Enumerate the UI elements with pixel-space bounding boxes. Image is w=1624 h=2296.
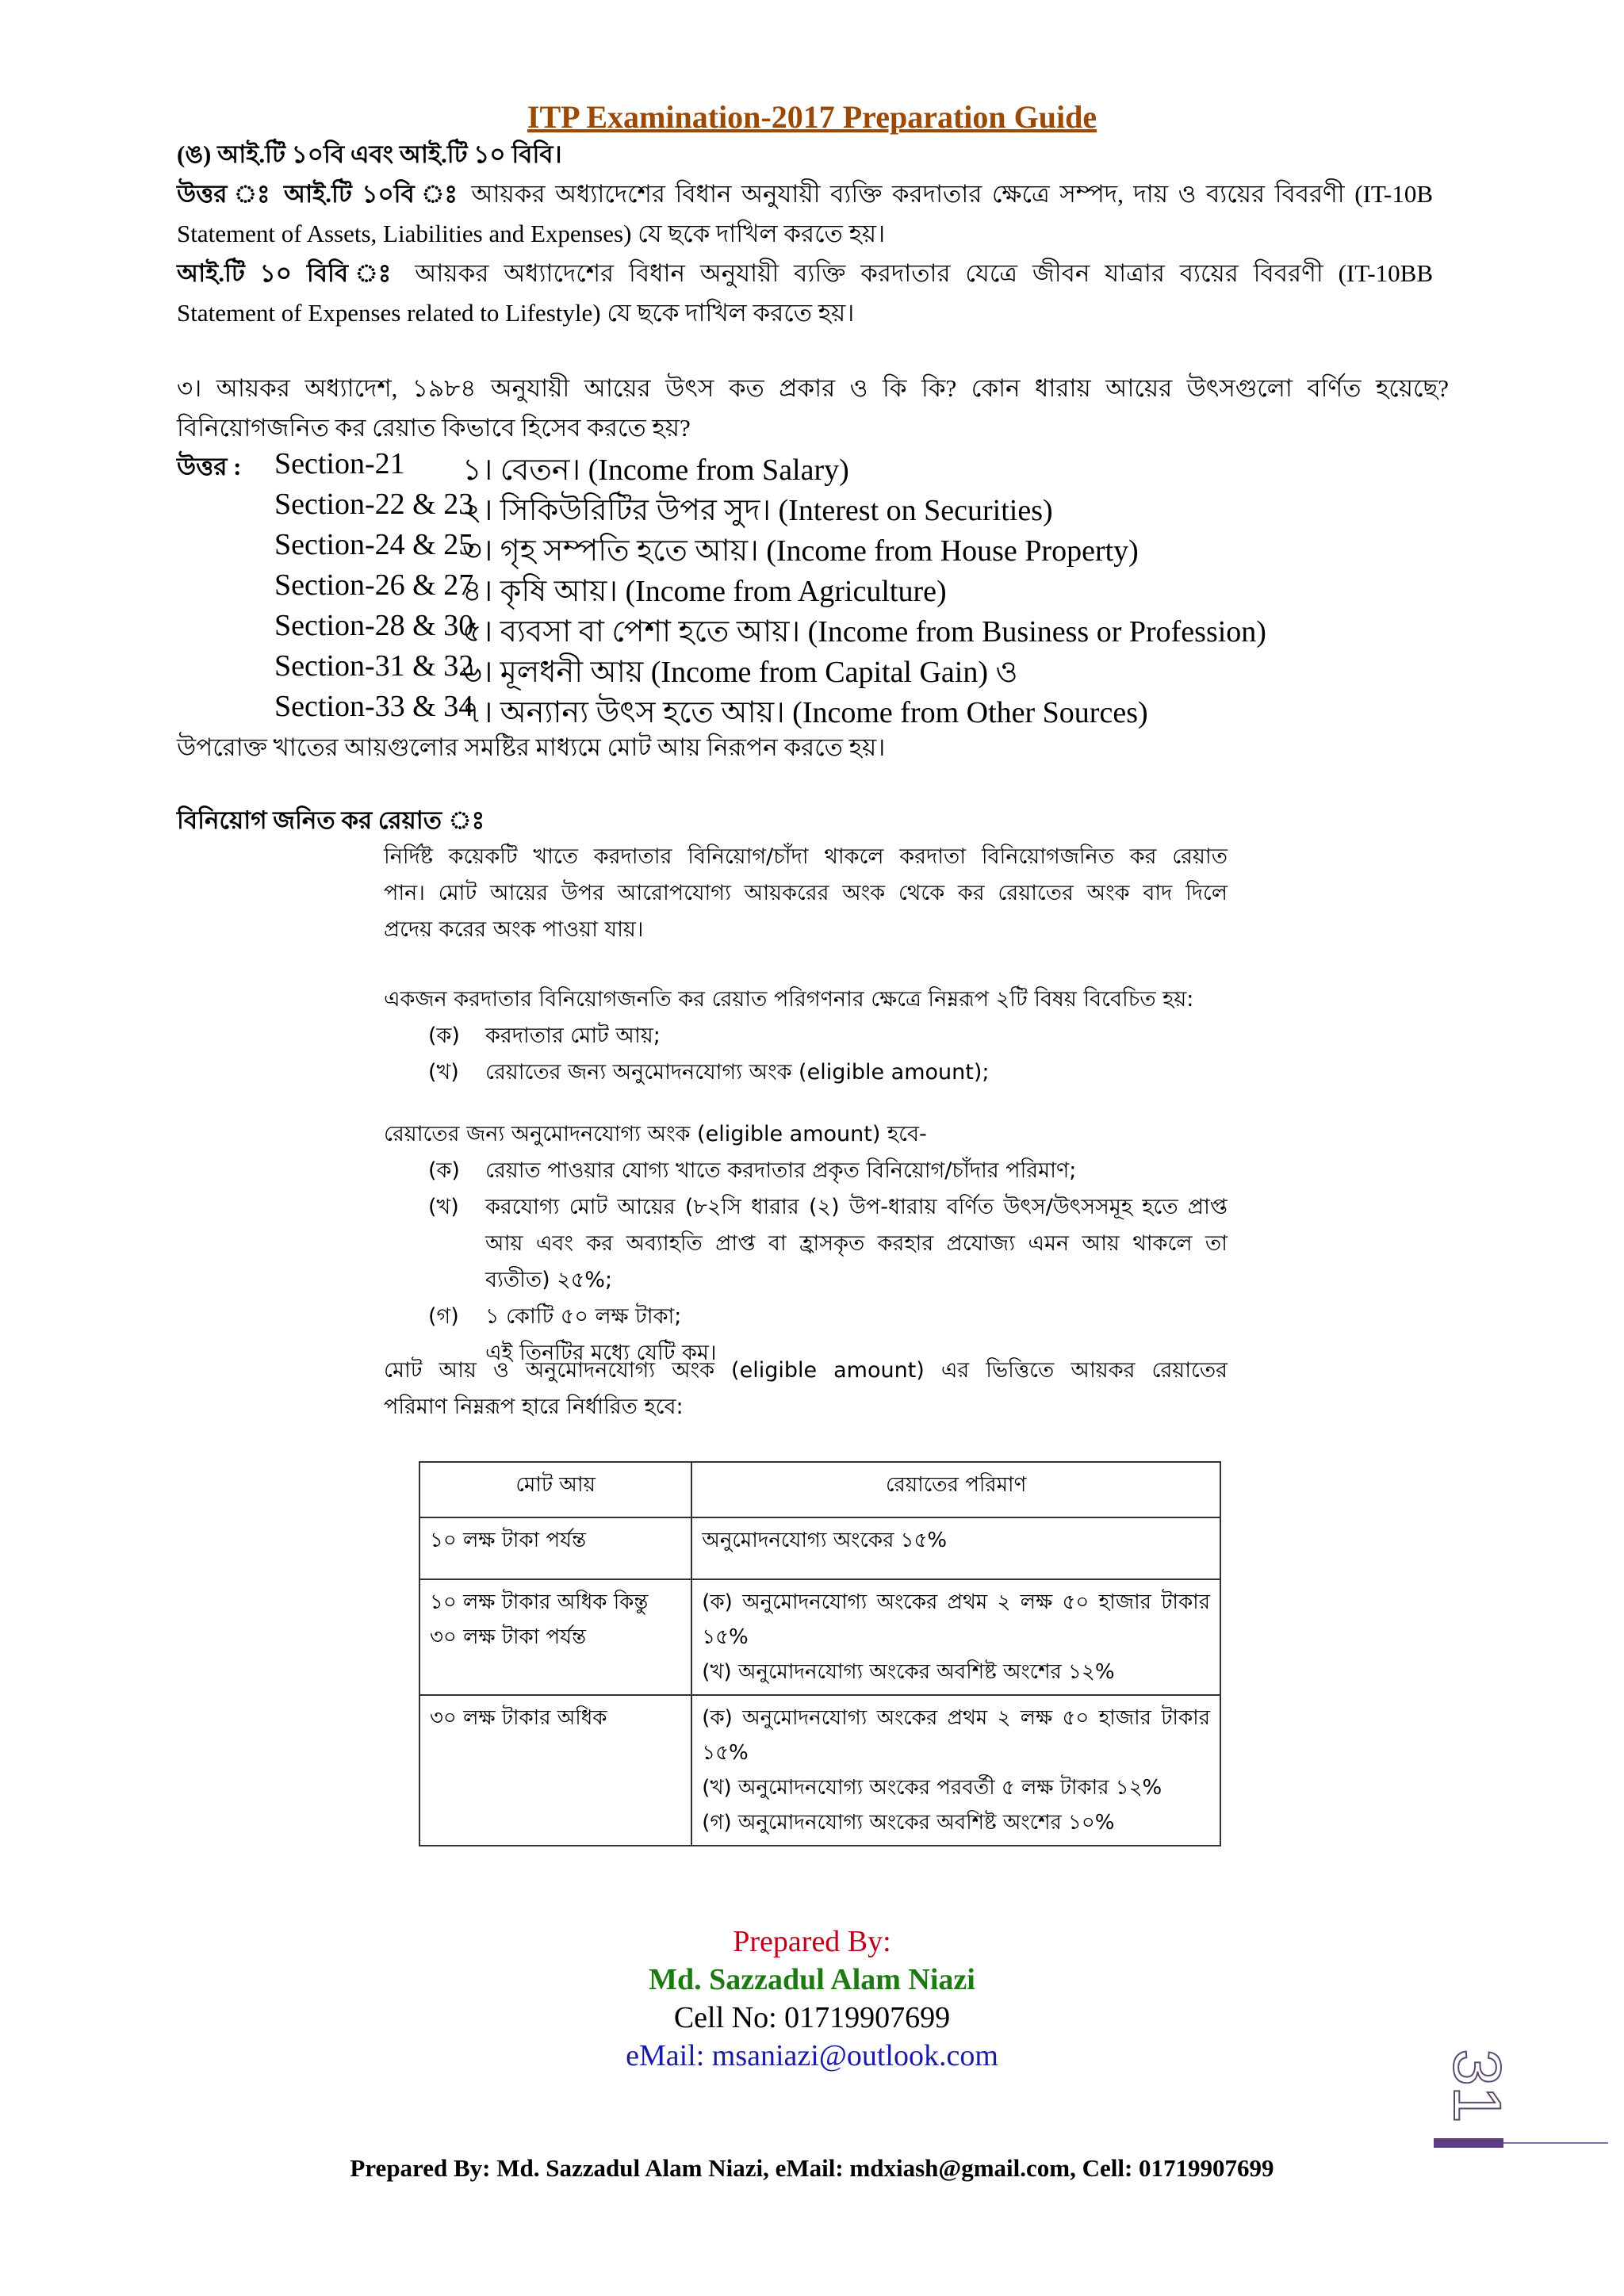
section-number: Section-26 & 27 (274, 568, 474, 602)
answer-it10bb-line1 (177, 254, 1433, 293)
item-marker: (ক) (428, 1024, 460, 1048)
prepared-by-label: Prepared By: (733, 1925, 891, 1958)
page-accent-bar (1434, 2138, 1503, 2148)
relief-rate-table (419, 1461, 1221, 1846)
list-item (177, 446, 1449, 488)
list-item (177, 527, 1449, 568)
rate-line: (গ) অনুমোদনযোগ্য অংকের অবশিষ্ট অংশের ১০% (702, 1811, 1115, 1835)
section-desc: ৩। গৃহ সম্পতি হতে আয়। (Income from House Property) (462, 534, 1139, 568)
list-item (177, 487, 1449, 528)
answer-it10bb-label: আই.টি ১০ বিবি ঃ (177, 259, 400, 287)
page-accent-line (1503, 2142, 1608, 2144)
item-text: রেয়াত পাওয়ার যোগ্য খাতে করদাতার প্রকৃত বিনিয়োগ/চাঁদার পরিমাণ; (485, 1158, 1077, 1183)
list-item (177, 689, 1449, 730)
relief-p1-line3: প্রদেয় করের অংক পাওয়া যায়। (384, 917, 644, 942)
relief-paragraph-1 (384, 839, 1228, 948)
table-row (419, 1695, 1220, 1846)
relief-p4-line1: মোট আয় ও অনুমোদনযোগ্য অংক (eligible amount) এর ভিত্তিতে আয়কর রেয়াতের (384, 1358, 1228, 1383)
section-desc: ৭। অন্যান্য উৎস হতে আয়। (Income from Other Sources) (462, 696, 1148, 729)
item-text: রেয়াতের জন্য অনুমোদনযোগ্য অংক (eligible amount); (485, 1060, 990, 1085)
answer-label: উত্তর : (177, 453, 242, 480)
answer-it10b-label: উত্তর ঃ আই.টি ১০বি ঃ (177, 180, 462, 208)
table-cell: ৩০ লক্ষ টাকার অধিক (419, 1695, 691, 1846)
page-number: 31 (1440, 2049, 1515, 2123)
rate-line: (ক) অনুমোদনযোগ্য অংকের প্রথম ২ লক্ষ ৫০ হাজার টাকার ১৫% (702, 1706, 1210, 1765)
section-number: Section-33 & 34 (274, 690, 474, 723)
income-summary: উপরোক্ত খাতের আয়গুলোর সমষ্টির মাধ্যমে মোট আয় নিরূপন করতে হয়। (177, 733, 886, 761)
rate-line: (ক) অনুমোদনযোগ্য অংকের প্রথম ২ লক্ষ ৫০ হাজার টাকার ১৫% (702, 1590, 1210, 1649)
table-cell (691, 1517, 1220, 1579)
question-heading: (ঙ) আই.টি ১০বি এবং আই.টি ১০ বিবি। (177, 140, 562, 168)
list-item (177, 568, 1449, 609)
section-desc: ৫। ব্যবসা বা পেশা হতে আয়। (Income from Business or Profession) (462, 615, 1266, 649)
item-line: করযোগ্য মোট আয়ের (৮২সি ধারার (২) উপ-ধারায় বর্ণিত উৎস/উৎসসমূহ হতে প্রাপ্ত (485, 1195, 1228, 1219)
section-number: Section-31 & 32 (274, 649, 474, 683)
section-number: Section-24 & 25 (274, 528, 474, 561)
relief-heading: বিনিয়োগ জনিত কর রেয়াত ঃ (177, 806, 485, 834)
list-item (428, 1054, 1240, 1091)
table-cell: ১০ লক্ষ টাকা পর্যন্ত (419, 1517, 691, 1579)
relief-p1-line1: নির্দিষ্ট কয়েকটি খাতে করদাতার বিনিয়োগ/চাঁদা থাকলে করদাতা বিনিয়োগজনিত কর রেয়াত (384, 844, 1228, 869)
item-line: আয় এবং কর অব্যাহতি প্রাপ্ত বা হ্রাসকৃত করহার প্রযোজ্য এমন আয় থাকলে তা (485, 1231, 1228, 1256)
relief-paragraph-2 (384, 982, 1240, 1091)
table-cell (691, 1579, 1220, 1695)
page-title: ITP Examination-2017 Preparation Guide (527, 99, 1097, 135)
table-row (419, 1579, 1220, 1695)
relief-p4-line2: পরিমাণ নিম্নরূপ হারে নির্ধারিত হবে: (384, 1395, 684, 1419)
list-item (177, 608, 1449, 649)
answer-it10b-line2: Statement of Assets, Liabilities and Expenses) যে ছকে দাখিল করতে হয়। (177, 220, 886, 247)
column-header: রেয়াতের পরিমাণ (691, 1462, 1220, 1517)
table-cell (691, 1695, 1220, 1846)
author-cell: Cell No: 01719907699 (673, 2001, 951, 2034)
author-email: eMail: msaniazi@outlook.com (626, 2039, 998, 2072)
item-marker: (খ) (428, 1060, 459, 1085)
answer-it10bb-line2: Statement of Expenses related to Lifestyle) যে ছকে দাখিল করতে হয়। (177, 299, 855, 327)
answer-it10bb-text: আয়কর অধ্যাদেশের বিধান অনুযায়ী ব্যক্তি করদাতার যেত্রে জীবন যাত্রার ব্যয়ের বিবরণী (IT-10BB (415, 259, 1434, 287)
table-cell: ১০ লক্ষ টাকার অধিক কিন্তু ৩০ লক্ষ টাকা পর্যন্ত (419, 1579, 691, 1695)
relief-paragraph-3 (384, 1116, 1228, 1372)
list-item (428, 1189, 1228, 1299)
item-line: ১ কোটি ৫০ লক্ষ টাকা; (485, 1304, 682, 1329)
section-number: Section-28 & 30 (274, 609, 474, 642)
list-item (177, 649, 1449, 690)
section-desc: ৬। মূলধনী আয় (Income from Capital Gain) ও (462, 656, 1018, 689)
item-line: এই তিনটির মধ্যে যেটি কম। (485, 1341, 717, 1365)
item-marker: (খ) (428, 1195, 459, 1219)
item-text: করদাতার মোট আয়; (485, 1024, 661, 1048)
item-marker: (গ) (428, 1304, 459, 1329)
page-footer: Prepared By: Md. Sazzadul Alam Niazi, eMail: mdxiash@gmail.com, Cell: 01719907699 (350, 2154, 1274, 2182)
relief-p2-intro: একজন করদাতার বিনিয়োগজনতি কর রেয়াত পরিগণনার ক্ষেত্রে নিম্নরূপ ২টি বিষয় বিবেচিত হয়: (384, 987, 1194, 1012)
question-3-line1: ৩। আয়কর অধ্যাদেশ, ১৯৮৪ অনুযায়ী আয়ের উৎস কত প্রকার ও কি কি? কোন ধারায় আয়ের উৎসগুলো বর্ণিত হয়েছে? (177, 374, 1449, 402)
answer-it10b-text: আয়কর অধ্যাদেশের বিধান অনুযায়ী ব্যক্তি করদাতার ক্ষেত্রে সম্পদ, দায় ও ব্যয়ের বিবরণী (IT-10B (471, 180, 1433, 208)
rate-line: অনুমোদনযোগ্য অংকের ১৫% (702, 1529, 948, 1552)
relief-p3-intro: রেয়াতের জন্য অনুমোদনযোগ্য অংক (eligible amount) হবে- (384, 1122, 927, 1146)
item-marker: (ক) (428, 1158, 460, 1183)
table-row (419, 1517, 1220, 1579)
relief-p1-line2: পান। মোট আয়ের উপর আরোপযোগ্য আয়করের অংক থেকে কর রেয়াতের অংক বাদ দিলে (384, 881, 1228, 905)
relief-paragraph-4 (384, 1353, 1228, 1425)
item-line: ব্যতীত) ২৫%; (485, 1268, 613, 1292)
section-desc: ১। বেতন। (Income from Salary) (462, 453, 849, 487)
list-item (428, 1018, 1240, 1054)
author-name: Md. Sazzadul Alam Niazi (649, 1963, 975, 1996)
column-header: মোট আয় (419, 1462, 691, 1517)
rate-line: (খ) অনুমোদনযোগ্য অংকের অবশিষ্ট অংশের ১২% (702, 1660, 1115, 1684)
item-text (485, 1189, 1228, 1299)
section-desc: ৪। কৃষি আয়। (Income from Agriculture) (462, 575, 947, 608)
section-desc: ২। সিকিউরিটির উপর সুদ। (Interest on Securities) (462, 494, 1053, 527)
section-number: Section-22 & 23 (274, 488, 474, 521)
question-3-line2: বিনিয়োগজনিত কর রেয়াত কিভাবে হিসেব করতে হয়? (177, 414, 691, 442)
table-header-row (419, 1462, 1220, 1517)
answer-it10b-line1 (177, 174, 1433, 214)
rate-line: (খ) অনুমোদনযোগ্য অংকের পরবর্তী ৫ লক্ষ টাকার ১২% (702, 1776, 1162, 1800)
author-block (0, 1923, 1624, 2075)
list-item (428, 1153, 1228, 1189)
section-number: Section-21 (274, 447, 405, 480)
